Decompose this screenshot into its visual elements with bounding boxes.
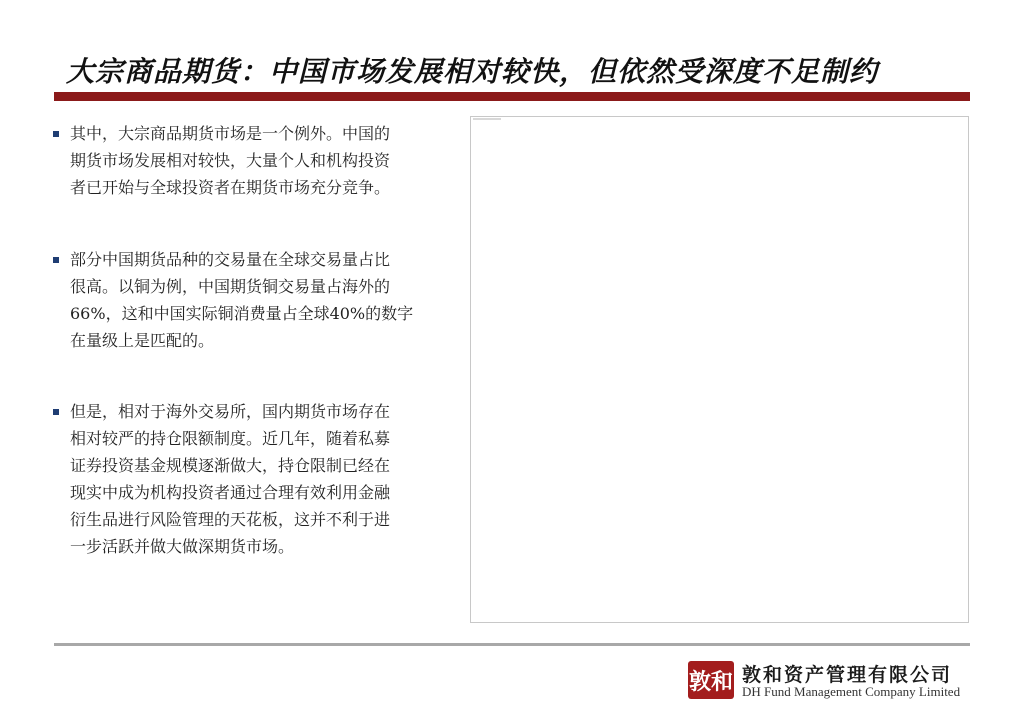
company-logo-icon — [688, 661, 734, 699]
bullet-item-1 — [52, 120, 390, 201]
bullet-line: 部分中国期货品种的交易量在全球交易量占比 — [70, 250, 391, 269]
bullet-line: 期货市场发展相对较快，大量个人和机构投资 — [70, 151, 391, 170]
bullet-line: 衍生品进行风险管理的天花板，这并不利于进 — [70, 510, 391, 529]
bullet-line: 现实中成为机构投资者通过合理有效利用金融 — [70, 483, 391, 502]
company-name-en: DH Fund Management Company Limited — [742, 684, 961, 699]
empty-figure-frame — [470, 116, 969, 623]
bullet-line: 在量级上是匹配的。 — [70, 331, 215, 350]
square-bullet-icon — [53, 131, 59, 137]
bullet-line: 但是，相对于海外交易所，国内期货市场存在 — [70, 402, 391, 421]
logo-seal-text: 敦和 — [688, 668, 733, 695]
bullet-item-2 — [52, 246, 413, 354]
footer-divider — [54, 643, 970, 646]
square-bullet-icon — [53, 409, 59, 415]
bullet-line: 相对较严的持仓限额制度。近几年，随着私募 — [70, 429, 391, 448]
bullet-item-3 — [52, 398, 390, 560]
title-divider — [54, 92, 970, 101]
slide-title: 大宗商品期货：中国市场发展相对较快，但依然受深度不足制约 — [66, 55, 879, 88]
bullet-line: 66%，这和中国实际铜消费量占全球40%的数字 — [70, 304, 414, 323]
bullet-line: 一步活跃并做大做深期货市场。 — [70, 537, 295, 556]
bullet-line: 证券投资基金规模逐渐做大，持仓限制已经在 — [70, 456, 391, 475]
bullet-line: 很高。以铜为例，中国期货铜交易量占海外的 — [70, 277, 391, 296]
bullet-line: 者已开始与全球投资者在期货市场充分竞争。 — [70, 178, 391, 197]
company-name-cn: 敦和资产管理有限公司 — [742, 664, 953, 686]
figure-placeholder-mark — [473, 118, 501, 120]
square-bullet-icon — [53, 257, 59, 263]
bullet-line: 其中，大宗商品期货市场是一个例外。中国的 — [70, 124, 391, 143]
